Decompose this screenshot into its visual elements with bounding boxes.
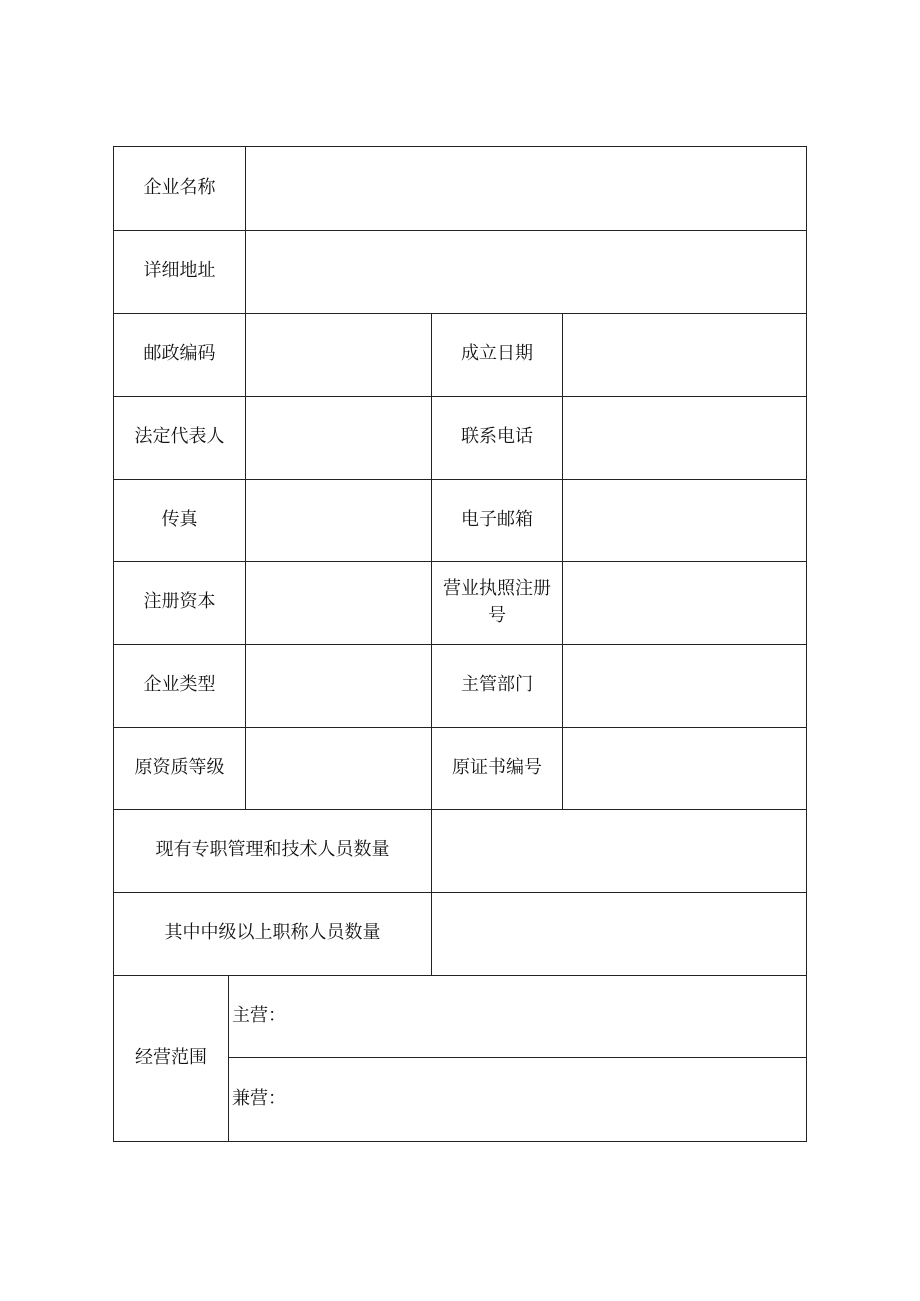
email-field[interactable] <box>563 479 806 561</box>
business-scope-label: 经营范围 <box>135 1046 207 1068</box>
established-date-field[interactable] <box>563 313 806 396</box>
main-business-label: 主营： <box>232 1004 286 1026</box>
license-no-field[interactable] <box>563 561 806 644</box>
staff-count-field[interactable] <box>432 809 806 892</box>
address-field[interactable] <box>246 230 806 313</box>
license-no-label: 营业执照注册号 <box>443 578 551 626</box>
competent-dept-field[interactable] <box>563 644 806 727</box>
registration-form-table <box>113 146 807 1142</box>
address-label: 详细地址 <box>143 260 216 282</box>
registered-capital-label: 注册资本 <box>143 591 216 613</box>
postal-code-field[interactable] <box>246 313 431 396</box>
fax-field[interactable] <box>246 479 431 561</box>
company-type-field[interactable] <box>246 644 431 727</box>
phone-label: 联系电话 <box>461 426 533 448</box>
original-cert-no-field[interactable] <box>563 727 806 809</box>
email-label: 电子邮箱 <box>461 508 533 530</box>
postal-code-label: 邮政编码 <box>143 343 216 365</box>
established-date-label: 成立日期 <box>461 343 533 365</box>
phone-field[interactable] <box>563 396 806 479</box>
original-cert-no-label: 原证书编号 <box>452 756 542 778</box>
staff-count-label: 现有专职管理和技术人员数量 <box>155 839 390 861</box>
fax-label: 传真 <box>161 508 198 530</box>
main-business-field[interactable] <box>304 975 806 1057</box>
mid-level-count-label: 其中中级以上职称人员数量 <box>164 922 381 944</box>
mid-level-count-field[interactable] <box>432 892 806 975</box>
secondary-business-field[interactable] <box>304 1058 806 1141</box>
original-grade-label: 原资质等级 <box>134 756 225 778</box>
legal-rep-label: 法定代表人 <box>134 426 225 448</box>
secondary-business-label: 兼营： <box>232 1088 286 1110</box>
company-name-label: 企业名称 <box>143 177 216 199</box>
registered-capital-field[interactable] <box>246 561 431 644</box>
company-type-label: 企业类型 <box>143 674 216 696</box>
original-grade-field[interactable] <box>246 727 431 809</box>
company-name-field[interactable] <box>246 147 806 230</box>
legal-rep-field[interactable] <box>246 396 431 479</box>
competent-dept-label: 主管部门 <box>461 674 533 696</box>
